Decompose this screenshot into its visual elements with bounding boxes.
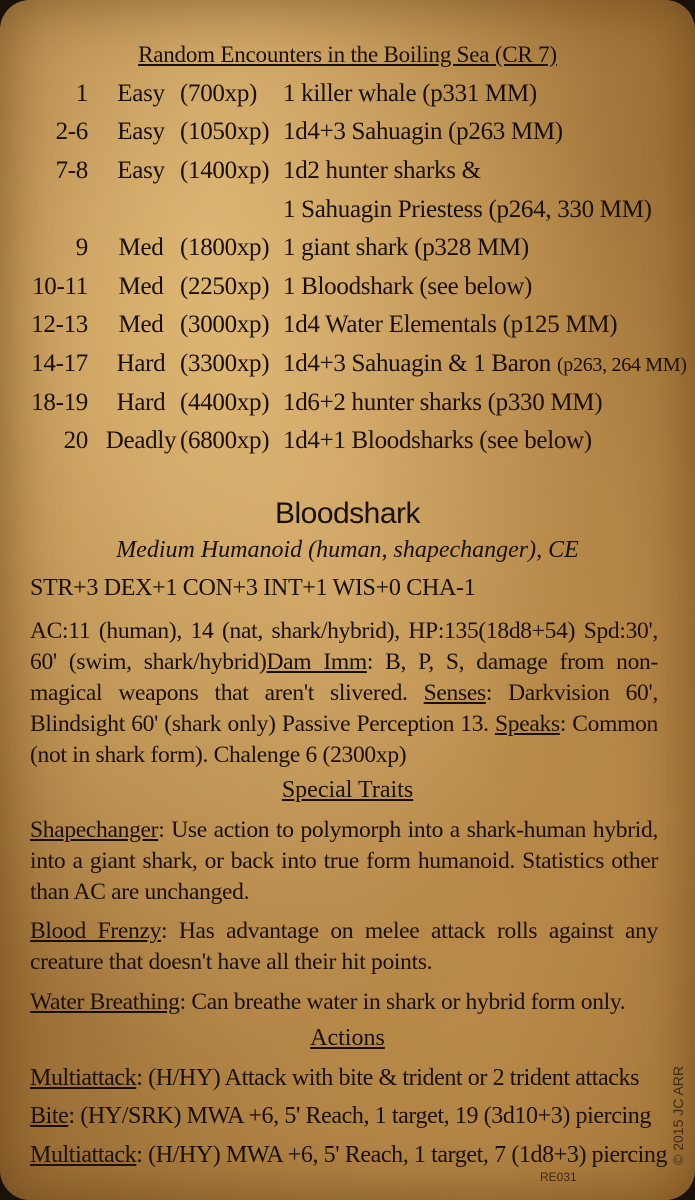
roll: 14-17 (31, 350, 88, 377)
trait-label: Blood Frenzy (30, 918, 162, 944)
trait-label: Water Breathing (30, 989, 180, 1015)
description (283, 350, 687, 378)
difficulty: Med (118, 273, 164, 300)
action-item (30, 1065, 639, 1092)
difficulty: Hard (116, 350, 166, 377)
roll: 10-11 (32, 273, 88, 300)
difficulty: Easy (117, 80, 165, 107)
difficulty: Easy (117, 118, 165, 145)
card-code: RE031 (540, 1170, 577, 1184)
trait-text: : Can breathe water in shark or hybrid form only. (179, 989, 626, 1015)
roll: 7-8 (55, 157, 88, 184)
trait-text: : Has advantage on melee attack rolls against any creature that doesn't have all their hit points. (30, 918, 658, 975)
ability-scores: STR+3 DEX+1 CON+3 INT+1 WIS+0 CHA-1 (30, 575, 476, 601)
roll: 2-6 (55, 118, 88, 145)
description: 1 killer whale (p331 MM) (283, 80, 537, 107)
description: 1d4+1 Bloodsharks (see below) (283, 427, 592, 454)
trait-text: : Use action to polymorph into a shark-human hybrid, into a giant shark, or back into true form humanoid. Statistics other than AC are unchanged. (30, 817, 658, 905)
dam-imm-text: : B, P, S, damage from non-magical weapons that aren't slivered. (30, 649, 659, 706)
trait-shapechanger (30, 815, 658, 908)
trait-water-breathing (30, 987, 658, 1018)
encounter-row (0, 196, 695, 232)
encounter-row (0, 118, 695, 154)
dam-imm-label: Dam Imm (266, 649, 367, 675)
difficulty: Deadly (105, 427, 177, 454)
description: 1d4+3 Sahuagin (p263 MM) (283, 118, 563, 145)
encounter-row (0, 350, 695, 386)
xp: (3000xp) (180, 311, 270, 338)
action-item (30, 1103, 651, 1130)
encounter-row (0, 311, 695, 347)
xp: (4400xp) (180, 389, 270, 416)
roll: 12-13 (31, 311, 88, 338)
page-reference: (p263, 264 MM) (556, 354, 687, 376)
action-label: Multiattack (30, 1142, 137, 1168)
description: 1 giant shark (p328 MM) (283, 234, 529, 261)
actions-heading: Actions (310, 1025, 385, 1051)
action-label: Bite (30, 1103, 69, 1129)
xp: (1800xp) (180, 234, 270, 261)
action-text: : (HY/SRK) MWA +6, 5' Reach, 1 target, 19 (3d10+3) piercing (68, 1103, 651, 1129)
encounter-row (0, 80, 695, 116)
xp: (700xp) (180, 80, 258, 107)
encounter-row (0, 157, 695, 193)
monster-name: Bloodshark (274, 497, 421, 530)
description: 1d4 Water Elementals (p125 MM) (283, 311, 618, 338)
roll: 20 (63, 427, 88, 454)
senses-label: Senses (423, 680, 486, 706)
action-text: : (H/HY) MWA +6, 5' Reach, 1 target, 7 (1d8+3) piercing (136, 1142, 668, 1168)
xp: (1400xp) (180, 157, 270, 184)
action-label: Multiattack (30, 1065, 137, 1091)
roll: 18-19 (31, 389, 88, 416)
xp: (3300xp) (180, 350, 270, 377)
xp: (2250xp) (180, 273, 270, 300)
ac-hp-speed: AC:11 (human), 14 (nat, shark/hybrid), HP:135(18d8+54) Spd:30', 60' (swim, shark/hybrid) (30, 618, 658, 675)
speaks-label: Speaks (495, 711, 560, 737)
speaks-text: : Common (not in shark form). Chalenge 6 (2300xp) (30, 711, 658, 768)
action-item (30, 1142, 667, 1169)
difficulty: Med (118, 311, 164, 338)
senses-text: : Darkvision 60', Blindsight 60' (shark only) Passive Perception 13. (30, 680, 658, 737)
roll: 9 (75, 234, 88, 261)
description: 1 Sahuagin Priestess (p264, 330 MM) (283, 196, 652, 223)
trait-label: Shapechanger (30, 817, 159, 843)
monster-stat-block (30, 616, 658, 771)
difficulty: Easy (117, 157, 165, 184)
encounters-title: Random Encounters in the Boiling Sea (CR 7) (138, 42, 557, 67)
encounter-row (0, 427, 695, 463)
action-text: : (H/HY) Attack with bite & trident or 2 trident attacks (136, 1065, 640, 1091)
description: 1d6+2 hunter sharks (p330 MM) (283, 389, 603, 416)
encounter-row (0, 273, 695, 309)
copyright-notice: © 2015 JC ARR (670, 1065, 686, 1165)
description-main: 1d4+3 Sahuagin & 1 Baron (283, 350, 557, 377)
trait-blood-frenzy (30, 916, 658, 978)
roll: 1 (75, 80, 88, 107)
encounter-row (0, 389, 695, 425)
xp: (1050xp) (180, 118, 270, 145)
description: 1 Bloodshark (see below) (283, 273, 532, 300)
monster-type: Medium Humanoid (human, shapechanger), CE (116, 537, 579, 563)
xp: (6800xp) (180, 427, 270, 454)
difficulty: Hard (116, 389, 166, 416)
special-traits-heading: Special Traits (281, 777, 414, 803)
encounter-row (0, 234, 695, 270)
difficulty: Med (118, 234, 164, 261)
description: 1d2 hunter sharks & (283, 157, 481, 184)
